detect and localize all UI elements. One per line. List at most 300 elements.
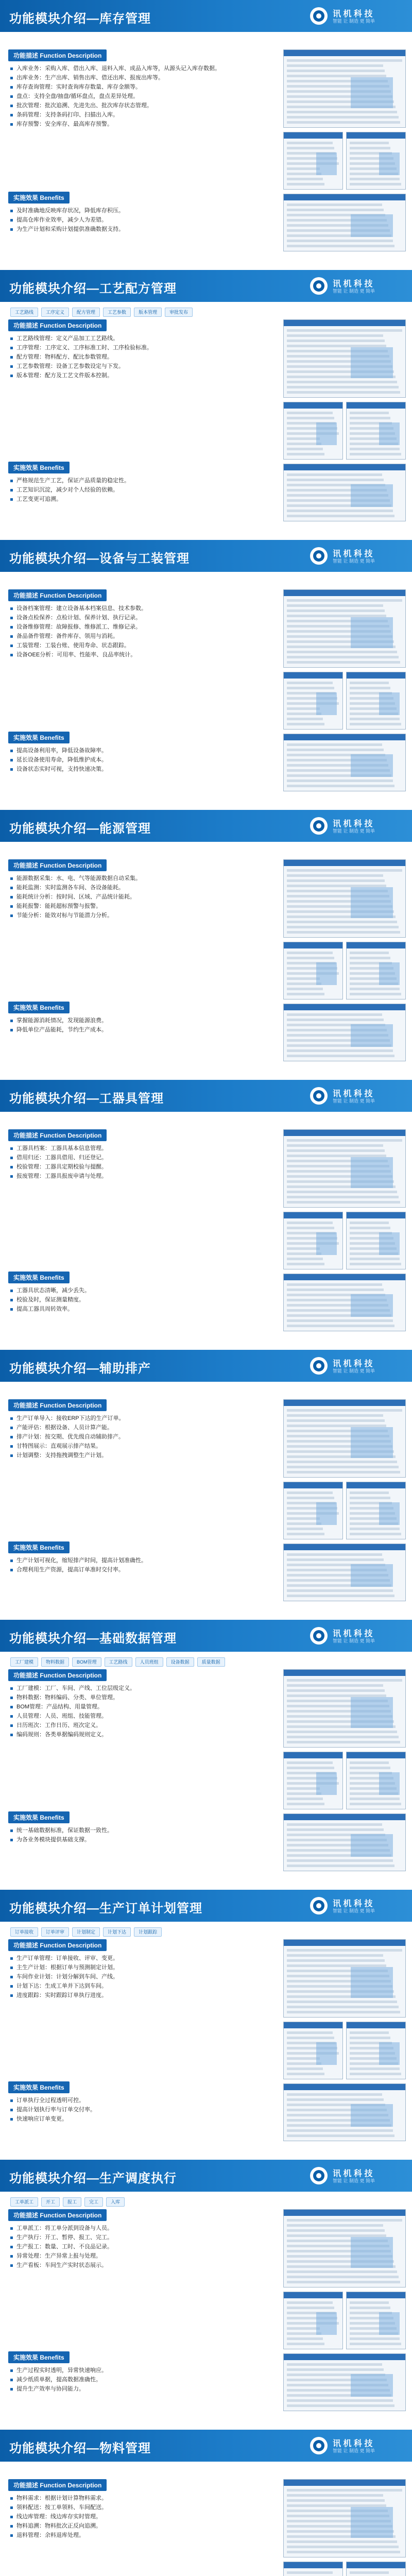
module-slide — [0, 1350, 412, 1613]
benefit-item: 为各业务模块提供基础支撑。 — [10, 1836, 276, 1844]
thumbnail-row — [350, 412, 389, 414]
thumbnail-titlebar — [284, 1004, 405, 1010]
screenshot-thumbnail — [346, 672, 406, 730]
function-description — [8, 859, 276, 998]
thumbnail-row — [287, 2129, 393, 2132]
function-list — [10, 64, 276, 128]
thumbnail-chart-block — [379, 2042, 400, 2065]
process-step: 工艺路线 — [10, 308, 38, 317]
screenshot-thumbnail — [283, 1004, 406, 1061]
function-list — [10, 1414, 276, 1460]
thumbnail-row — [287, 417, 334, 419]
logo-mark-inner — [313, 1630, 324, 1641]
function-item: 工器具档案：工器具基本信息管理。 — [10, 1144, 276, 1153]
function-item: 进度跟踪：实时跟踪订单执行进度。 — [10, 1991, 276, 1999]
thumbnail-row — [287, 977, 320, 980]
thumbnail-row — [287, 1247, 320, 1250]
function-item: 库存预警：安全库存、最高库存预警。 — [10, 120, 276, 128]
function-description — [8, 2479, 276, 2576]
process-step: 配方管理 — [72, 308, 100, 317]
thumbnail-row — [287, 1289, 384, 1291]
function-item: 编码规则：各类单据编码规则定义。 — [10, 1731, 276, 1739]
thumbnail-row — [287, 656, 399, 658]
module-illustration — [283, 859, 405, 1065]
thumbnail-row — [287, 386, 399, 388]
thumbnail-row — [287, 1139, 402, 1142]
function-item: 计划下达：生成工单并下达到车间。 — [10, 1982, 276, 1990]
function-item: 主生产计划：根据订单与预测制定计划。 — [10, 1963, 276, 1972]
screenshot-thumbnail — [283, 194, 406, 251]
process-step: 计划制定 — [72, 1927, 100, 1937]
process-step: BOM管理 — [72, 1657, 101, 1667]
benefit-item: 及时准确地反映库存状况，降低库存积压。 — [10, 207, 276, 215]
screenshot-thumbnail — [283, 1212, 343, 1269]
benefits-section — [8, 732, 276, 799]
company-logo — [310, 276, 403, 296]
function-item: 出库业务：生产出库、销售出库、借还出库、报废出库等。 — [10, 74, 276, 82]
slide-title: 功能模块介绍—生产调度执行 — [9, 2172, 177, 2185]
thumbnail-row — [350, 1258, 400, 1260]
thumbnail-row — [287, 785, 394, 787]
thumbnail-row — [287, 1798, 323, 1800]
thumbnail-row — [350, 723, 401, 725]
thumbnail-chart-block — [351, 1427, 393, 1458]
thumbnail-row — [287, 2551, 400, 2553]
function-item: 计划调整：支持拖拽调整生产计划。 — [10, 1451, 276, 1460]
benefits-heading: 实施效果 Benefits — [8, 1811, 70, 1823]
logo-mark-inner — [313, 10, 324, 22]
thumbnail-titlebar — [284, 860, 405, 866]
thumbnail-row — [287, 1949, 402, 1952]
thumbnail-chart-block — [351, 1967, 393, 1998]
thumbnail-row — [287, 1689, 385, 1692]
thumbnail-titlebar — [284, 2084, 405, 2090]
thumbnail-row — [287, 2037, 334, 2039]
thumbnail-row — [350, 2337, 400, 2340]
logo-tagline: 智能 让 制造 更 简单 — [333, 289, 375, 294]
function-item: 物料追溯：物料批次正反向追溯。 — [10, 2522, 276, 2530]
function-description-heading: 功能描述 Function Description — [8, 1669, 107, 1681]
benefits-list — [10, 1286, 276, 1313]
logo-brand-text: 讯 机 科 技 — [333, 820, 373, 828]
screenshot-thumbnail — [346, 2562, 406, 2576]
benefit-item: 快速响应订单变更。 — [10, 2115, 276, 2123]
thumbnail-row — [287, 2093, 382, 2096]
thumbnail-row — [287, 723, 324, 725]
benefits-section — [8, 192, 276, 259]
benefits-heading: 实施效果 Benefits — [8, 732, 70, 743]
thumbnail-row — [350, 1767, 390, 1769]
thumbnail-chart-block — [351, 77, 393, 108]
thumbnail-row — [287, 334, 383, 337]
benefit-item: 为生产计划和采购计划提供准确数据支持。 — [10, 225, 276, 233]
thumbnail-titlebar — [347, 1482, 405, 1488]
thumbnail-row — [287, 779, 393, 782]
screenshot-thumbnail — [283, 859, 406, 938]
logo-mark-icon — [310, 1087, 328, 1105]
slide-header — [0, 2160, 412, 2192]
function-item: 能源数据采集：水、电、气等能源数据自动采集。 — [10, 874, 276, 883]
benefit-item: 减少纸质单据，提高数据准确性。 — [10, 2376, 276, 2384]
logo-tagline: 智能 让 制造 更 简单 — [333, 1098, 375, 1104]
function-description — [8, 1939, 276, 2078]
thumbnail-row — [287, 2224, 383, 2227]
thumbnail-row — [287, 1497, 334, 1499]
screenshot-thumbnail — [283, 1399, 406, 1478]
screenshot-thumbnail — [283, 1814, 406, 1871]
company-logo — [310, 816, 403, 836]
benefit-item: 生产计划可视化，缩短排产时间，提高计划准确性。 — [10, 1556, 276, 1565]
thumbnail-row — [287, 515, 394, 517]
process-step: 审批发布 — [165, 308, 193, 317]
module-slide — [0, 810, 412, 1073]
module-slide — [0, 1890, 412, 2153]
thumbnail-row — [287, 599, 402, 602]
module-slide — [0, 2160, 412, 2423]
thumbnail-row — [287, 204, 382, 206]
screenshot-thumbnail — [283, 319, 406, 398]
thumbnail-titlebar — [347, 2562, 405, 2568]
thumbnail-row — [350, 1492, 389, 1494]
slide-header — [0, 1350, 412, 1382]
benefit-item: 生产过程实时透明，异常快速响应。 — [10, 2366, 276, 2375]
thumbnail-chart-block — [379, 1772, 400, 1795]
benefit-item: 校验及时，保证测量精度。 — [10, 1296, 276, 1304]
thumbnail-row — [287, 2540, 397, 2543]
process-flow — [10, 2197, 402, 2206]
thumbnail-row — [350, 1761, 389, 1764]
benefit-item: 提升生产效率与协同能力。 — [10, 2385, 276, 2393]
thumbnail-row — [287, 2134, 394, 2137]
thumbnail-row — [350, 993, 401, 995]
function-item: 设备维修管理：故障报修、维修派工、维修记录。 — [10, 623, 276, 631]
thumbnail-row — [287, 2301, 333, 2304]
thumbnail-row — [287, 245, 394, 247]
thumbnail-row — [287, 2098, 384, 2101]
function-item: 库存查询管理：实时查询库存数量、库存金额等。 — [10, 83, 276, 91]
function-item: 物料需求：根据计划计算物料需求。 — [10, 2494, 276, 2502]
thumbnail-row — [287, 340, 385, 342]
company-logo — [310, 2166, 403, 2185]
thumbnail-row — [350, 2073, 401, 2075]
module-illustration — [283, 1939, 405, 2145]
thumbnail-row — [350, 1803, 401, 1805]
thumbnail-titlebar — [284, 2022, 342, 2028]
benefits-section — [8, 1541, 276, 1608]
logo-brand-text: 讯 机 科 技 — [333, 2439, 373, 2448]
logo-tagline: 智能 让 制造 更 简单 — [333, 1908, 375, 1913]
process-flow — [10, 1927, 402, 1936]
thumbnail-row — [287, 2073, 324, 2075]
thumbnail-row — [287, 952, 333, 954]
function-item: 备品备件管理：备件库存、领用与消耗。 — [10, 632, 276, 640]
thumbnail-titlebar — [284, 1212, 342, 1218]
thumbnail-row — [287, 2343, 324, 2345]
benefits-heading: 实施效果 Benefits — [8, 192, 70, 204]
thumbnail-row — [350, 952, 389, 954]
logo-brand-text: 讯 机 科 技 — [333, 2170, 373, 2178]
thumbnail-row — [287, 1196, 399, 1198]
benefits-list — [10, 2096, 276, 2123]
thumbnail-row — [287, 111, 397, 113]
thumbnail-row — [287, 381, 397, 383]
function-item: 版本管理：配方及工艺文件版本控制。 — [10, 371, 276, 380]
benefits-section — [8, 1811, 276, 1878]
function-list — [10, 604, 276, 659]
thumbnail-row — [287, 1258, 323, 1260]
thumbnail-chart-block — [351, 887, 393, 918]
process-step: 完工 — [84, 2197, 103, 2207]
thumbnail-row — [287, 1517, 320, 1520]
function-item: 线边库管理：线边库存实时管理。 — [10, 2513, 276, 2521]
function-item: BOM管理：产品结构、用量管理。 — [10, 1703, 276, 1711]
thumbnail-row — [287, 1461, 397, 1463]
function-description-heading: 功能描述 Function Description — [8, 1129, 107, 1141]
module-illustration — [283, 589, 405, 795]
function-item: 生产订单管理：订单接收、评审、变更。 — [10, 1954, 276, 1962]
thumbnail-chart-block — [351, 484, 393, 507]
thumbnail-row — [287, 1595, 394, 1597]
company-logo — [310, 546, 403, 566]
function-description-heading: 功能描述 Function Description — [8, 2209, 107, 2221]
thumbnail-titlebar — [347, 132, 405, 139]
screenshot-thumbnail — [283, 2562, 343, 2576]
thumbnail-row — [287, 1263, 324, 1265]
process-step: 质量数据 — [197, 1657, 225, 1667]
logo-tagline: 智能 让 制造 更 简单 — [333, 2448, 375, 2453]
slide-title: 功能模块介绍—基础数据管理 — [9, 1632, 177, 1646]
thumbnail-row — [287, 448, 323, 450]
thumbnail-row — [287, 453, 324, 455]
thumbnail-titlebar — [284, 194, 405, 200]
thumbnail-row — [287, 1736, 399, 1738]
thumbnail-chart-block — [379, 692, 400, 715]
benefits-list — [10, 207, 276, 233]
thumbnail-row — [287, 1731, 397, 1733]
benefits-heading: 实施效果 Benefits — [8, 1002, 70, 1013]
benefits-section — [8, 2081, 276, 2148]
screenshot-thumbnail — [346, 1752, 406, 1809]
logo-tagline: 智能 让 制造 更 简单 — [333, 558, 375, 564]
thumbnail-chart-block — [351, 754, 393, 777]
thumbnail-chart-block — [351, 2374, 393, 2397]
thumbnail-titlebar — [284, 1482, 342, 1488]
thumbnail-chart-block — [316, 692, 337, 715]
thumbnail-row — [287, 2489, 402, 2492]
thumbnail-row — [287, 1222, 333, 1224]
thumbnail-row — [287, 921, 397, 923]
thumbnail-row — [287, 661, 400, 664]
slide-title: 功能模块介绍—生产订单计划管理 — [9, 1902, 202, 1916]
thumbnail-titlebar — [284, 1274, 405, 1280]
process-step: 订单接收 — [10, 1927, 38, 1937]
screenshot-thumbnail — [283, 49, 406, 128]
logo-mark-icon — [310, 547, 328, 565]
thumbnail-chart-block — [351, 1697, 393, 1728]
screenshot-thumbnail — [283, 1752, 343, 1809]
thumbnail-titlebar — [284, 1400, 405, 1406]
thumbnail-row — [287, 743, 382, 746]
thumbnail-row — [287, 70, 385, 72]
function-item: 退料管理：余料退库处理。 — [10, 2531, 276, 2539]
process-step: 设备数据 — [166, 1657, 194, 1667]
thumbnail-row — [350, 1533, 401, 1535]
thumbnail-chart-block — [379, 2312, 400, 2335]
thumbnail-row — [287, 1679, 402, 1682]
process-step: 工序定义 — [41, 308, 69, 317]
screenshot-thumbnail — [283, 1482, 343, 1539]
thumbnail-row — [287, 1528, 323, 1530]
thumbnail-row — [287, 2067, 323, 2070]
company-logo — [310, 1896, 403, 1916]
slide-title: 功能模块介绍—物料管理 — [9, 2442, 151, 2455]
process-step: 工厂建模 — [10, 1657, 38, 1667]
thumbnail-row — [287, 874, 383, 877]
benefits-heading: 实施效果 Benefits — [8, 462, 70, 473]
thumbnail-chart-block — [351, 1294, 393, 1317]
thumbnail-chart-block — [316, 1232, 337, 1255]
logo-mark-inner — [313, 1090, 324, 1101]
thumbnail-row — [287, 2399, 393, 2402]
thumbnail-titlebar — [284, 1814, 405, 1820]
benefits-section — [8, 1002, 276, 1069]
benefit-item: 工器具状态清晰，减少丢失。 — [10, 1286, 276, 1295]
benefit-item: 掌握能源消耗情况，发现能源浪费。 — [10, 1016, 276, 1025]
thumbnail-row — [350, 1263, 401, 1265]
logo-mark-icon — [310, 1357, 328, 1375]
screenshot-thumbnail — [283, 589, 406, 668]
screenshot-thumbnail — [346, 402, 406, 460]
thumbnail-row — [350, 687, 390, 689]
function-description — [8, 1129, 276, 1268]
thumbnail-row — [287, 2229, 385, 2232]
function-item: 设备点检保养：点检计划、保养计划、执行记录。 — [10, 614, 276, 622]
process-step: 人员班组 — [135, 1657, 163, 1667]
thumbnail-row — [287, 2006, 399, 2008]
thumbnail-row — [287, 2270, 397, 2273]
thumbnail-row — [287, 2031, 333, 2034]
logo-brand-text: 讯 机 科 技 — [333, 1090, 373, 1098]
thumbnail-row — [287, 1409, 402, 1412]
benefits-list — [10, 477, 276, 503]
function-item: 工艺参数管理：设备工艺参数设定与下发。 — [10, 362, 276, 370]
thumbnail-titlebar — [284, 672, 342, 679]
thumbnail-row — [350, 1798, 400, 1800]
thumbnail-chart-block — [316, 1502, 337, 1525]
screenshot-thumbnail — [283, 2083, 406, 2141]
benefit-item: 延长设备使用寿命，降低维护成本。 — [10, 756, 276, 764]
thumbnail-chart-block — [351, 214, 393, 237]
thumbnail-row — [350, 2301, 389, 2304]
thumbnail-chart-block — [316, 962, 337, 985]
thumbnail-row — [287, 391, 400, 394]
thumbnail-row — [287, 1803, 324, 1805]
thumbnail-row — [287, 1787, 320, 1790]
function-list — [10, 1954, 276, 1999]
logo-mark-icon — [310, 277, 328, 295]
thumbnail-row — [350, 178, 400, 180]
thumbnail-row — [287, 2281, 400, 2283]
thumbnail-chart-block — [316, 2042, 337, 2065]
function-item: 排产计划：按交期、优先级自动辅助排产。 — [10, 1433, 276, 1441]
slide-header — [0, 1890, 412, 1922]
function-item: 盘点：支持全盘/抽盘/循环盘点，盘点差异处理。 — [10, 92, 276, 100]
thumbnail-row — [287, 1319, 393, 1322]
thumbnail-titlebar — [347, 402, 405, 409]
thumbnail-row — [350, 2307, 390, 2309]
screenshot-thumbnail — [346, 132, 406, 190]
function-item: 产能评估：根据设备、人员计算产能。 — [10, 1423, 276, 1432]
slide-title: 功能模块介绍—库存管理 — [9, 12, 151, 26]
thumbnail-titlebar — [284, 1130, 405, 1136]
thumbnail-row — [287, 1823, 382, 1826]
function-item: 配方管理：物料配方、配比参数管理。 — [10, 353, 276, 361]
thumbnail-row — [287, 64, 383, 67]
benefits-list — [10, 747, 276, 773]
process-step: 计划跟踪 — [134, 1927, 162, 1937]
slide-header — [0, 2430, 412, 2462]
function-description-heading: 功能描述 Function Description — [8, 319, 107, 331]
function-item: 生产订单导入：接收ERP下达的生产订单。 — [10, 1414, 276, 1422]
thumbnail-row — [350, 2037, 390, 2039]
company-logo — [310, 1626, 403, 1646]
thumbnail-row — [350, 448, 400, 450]
thumbnail-titlebar — [284, 2480, 405, 2486]
thumbnail-row — [287, 183, 324, 185]
thumbnail-row — [287, 147, 334, 149]
thumbnail-row — [287, 1191, 397, 1193]
company-logo — [310, 1086, 403, 1106]
thumbnail-chart-block — [379, 1232, 400, 1255]
function-description — [8, 1669, 276, 1808]
logo-tagline: 智能 让 制造 更 简单 — [333, 1368, 375, 1374]
benefit-item: 统一基础数据标准，保证数据一致性。 — [10, 1826, 276, 1835]
thumbnail-titlebar — [284, 1752, 342, 1758]
function-item: 节能分析：能效对标与节能潜力分析。 — [10, 911, 276, 920]
function-item: 日历班次：工作日历、班次定义。 — [10, 1721, 276, 1730]
logo-tagline: 智能 让 制造 更 简单 — [333, 828, 375, 834]
thumbnail-titlebar — [284, 2562, 342, 2568]
thumbnail-row — [287, 1414, 383, 1417]
function-item: 入库业务：采购入库、借出入库、退料入库、成品入库等，从源头记入库存数据。 — [10, 64, 276, 73]
thumbnail-row — [287, 1859, 393, 1862]
thumbnail-row — [287, 869, 402, 872]
thumbnail-titlebar — [284, 1940, 405, 1946]
slide-header — [0, 0, 412, 32]
logo-mark-icon — [310, 1897, 328, 1914]
thumbnail-titlebar — [347, 672, 405, 679]
slide-header — [0, 1620, 412, 1652]
function-list — [10, 874, 276, 920]
thumbnail-chart-block — [379, 422, 400, 445]
thumbnail-row — [287, 1959, 385, 1962]
thumbnail-row — [287, 2368, 384, 2371]
function-description — [8, 2209, 276, 2348]
function-item: 生产报工：数量、工时、不良品记录。 — [10, 2243, 276, 2251]
thumbnail-row — [287, 1325, 394, 1327]
thumbnail-row — [287, 1589, 393, 1592]
screenshot-thumbnail — [283, 1274, 406, 1331]
module-illustration — [283, 2479, 405, 2576]
thumbnail-row — [350, 682, 389, 684]
screenshot-thumbnail — [283, 1129, 406, 1208]
thumbnail-chart-block — [351, 2104, 393, 2127]
benefits-list — [10, 1016, 276, 1034]
screenshot-thumbnail — [283, 1939, 406, 2018]
thumbnail-row — [287, 879, 385, 882]
function-description-heading: 功能描述 Function Description — [8, 2479, 107, 2491]
thumbnail-row — [350, 147, 390, 149]
